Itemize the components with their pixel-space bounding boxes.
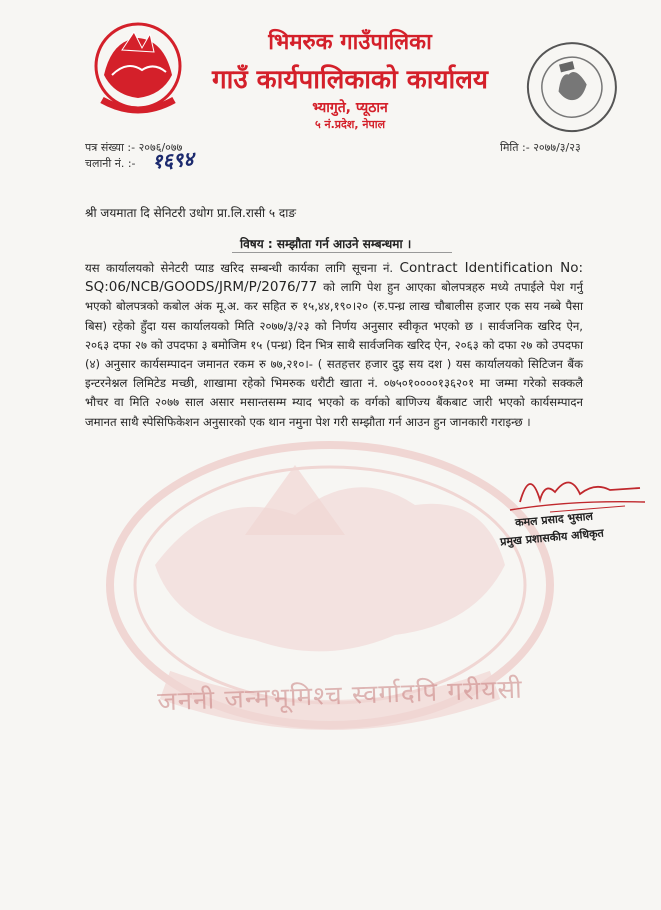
dispatch-number: १६९४ bbox=[151, 146, 195, 174]
dispatch-label: चलानी नं. :- bbox=[85, 157, 136, 170]
letter-body bbox=[85, 259, 583, 432]
watermark-motto: जननी जन्मभूमिश्च स्वर्गादपि गरीयसी bbox=[156, 674, 524, 718]
subject: विषय : सम्झौता गर्न आउने सम्बन्धमा । bbox=[240, 237, 412, 251]
recipient: श्री जयमाता दि सेनिटरी उधोग प्रा.लि.रासी ५ दाङ bbox=[85, 206, 297, 220]
body-part3: को लागि पेश हुन आएका बोलपत्रहरु मध्ये तपाईले पेश गर्नु भएको बोलपत्रको कबोल अंक मू.अ. कर सहित रु १५,४४,१९०।२० (रु.पन्ध्र लाख चौबालीस हजार एक सय नब्बे पैसा बिस) रहेको हुँदा यस कार्यालयको मिति २०७७/३/२३ को निर्णय अनुसार स्वीकृत भएको छ । सार्वजनिक खरिद ऐन, २०६३ दफा २७ को उपदफा ३ बमोजिम १५ (पन्ध्र) दिन भित्र साथै सार्वजनिक खरिद ऐन, २०६३ को दफा २७ को उपदफा (४) अनुसार कार्यसम्पादन जमानत रकम रु ७७,२१०।- ( सतहत्तर हजार दुइ सय दश ) यस कार्यालयको सिटिजन बैंक इन्टरनेश्नल लिमिटेड मच्छी, शाखामा रहेको भिमरुक धरौटी खाता नं. ०७५०१००००१३६२०१ मा जम्मा गरेको सक्कलै भौचर वा मिति २०७७ साल असार मसान्तसम्म म्याद भएको क वर्गको बाणिज्य बैंकबाट जारी भएको कार्यसम्पादन जमानत साथै स्पेसिफिकेशन अनुसारको एक थान नमुना पेश गरी सम्झौता गर्न आउन हुन जानकारी गराइन्छ । bbox=[85, 280, 583, 429]
org-name-line1: भिमरुक गाउँपालिका bbox=[268, 30, 432, 55]
address-line1: भ्यागुते, प्यूठान bbox=[312, 100, 388, 116]
address-line2: ५ नं.प्रदेश, नेपाल bbox=[314, 118, 386, 131]
org-name-line2: गाउँ कार्यपालिकाको कार्यालय bbox=[212, 65, 488, 95]
body-part1: यस कार्यालयको सेनेटरी प्याड खरिद सम्बन्धी कार्यका लागि सूचना नं. bbox=[85, 261, 400, 275]
signatory-title: प्रमुख प्रशासकीय अधिकृत bbox=[499, 526, 605, 549]
signatory-name: कमल प्रसाद भुसाल bbox=[514, 509, 594, 530]
contract-id: Contract Identification No: SQ:06/NCB/GOODS/JRM/P/2076/77 bbox=[85, 260, 584, 296]
nepal-emblem-icon bbox=[92, 20, 184, 115]
letter-date: मिति :- २०७७/३/२३ bbox=[500, 141, 581, 154]
office-stamp-icon bbox=[515, 30, 630, 145]
reference-number: पत्र संख्या :- २०७६/०७७ bbox=[85, 141, 183, 154]
